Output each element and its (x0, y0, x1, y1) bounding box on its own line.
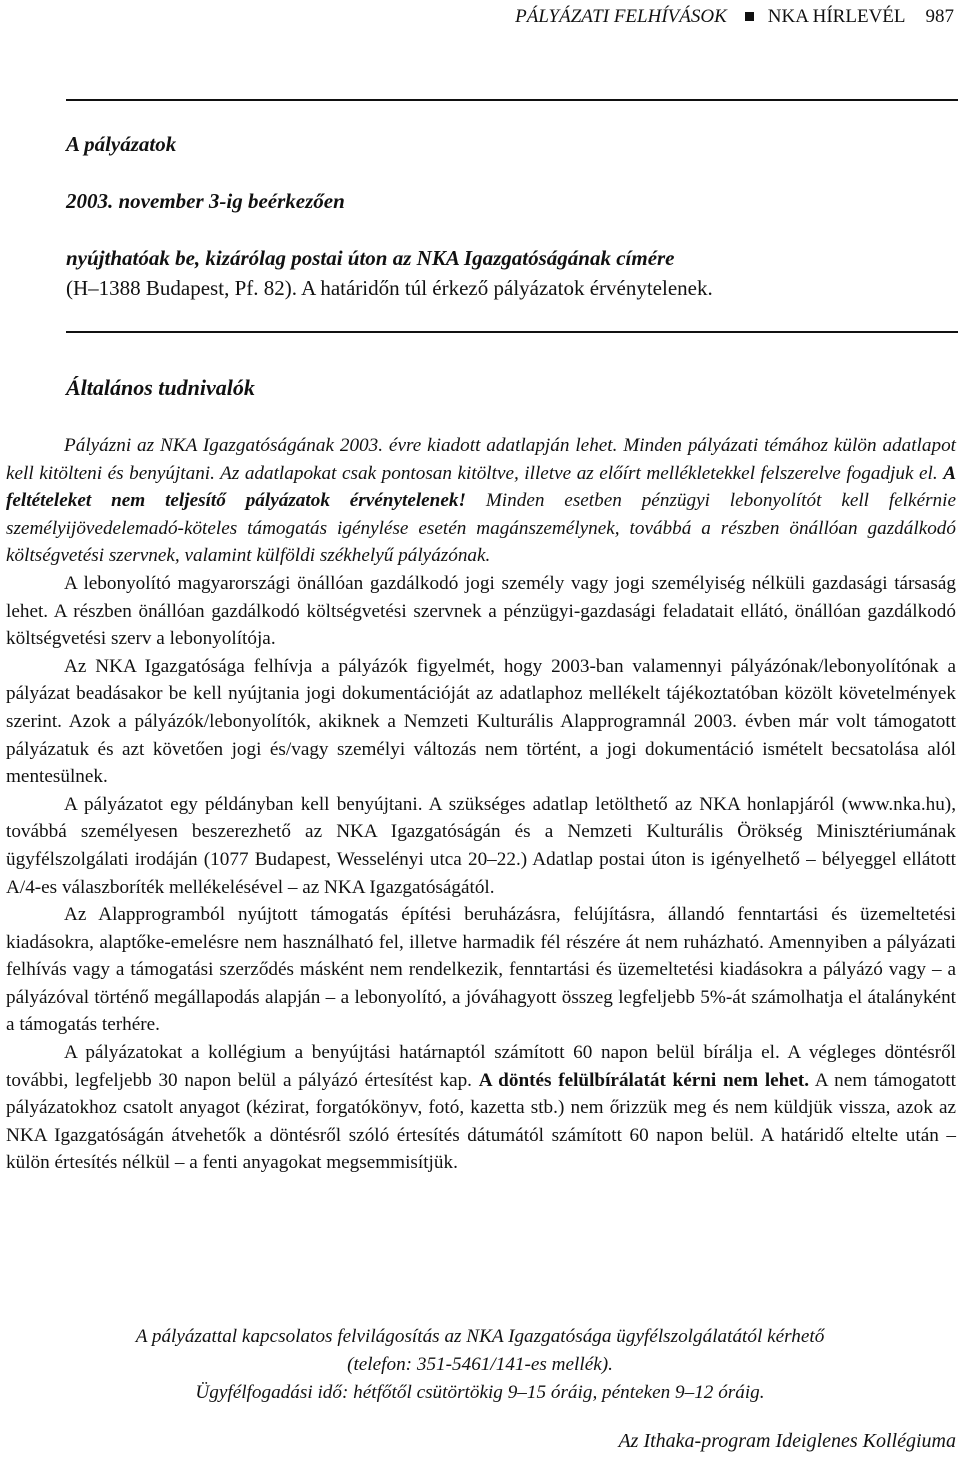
paragraph-6-bold: A döntés felülbírálatát kérni nem lehet. (478, 1069, 810, 1091)
signature: Az Ithaka-program Ideiglenes Kollégiuma (618, 1430, 956, 1452)
middle-divider (66, 331, 958, 333)
contact-info (0, 1323, 960, 1407)
paragraph-6-end: A nem támogatott pályázatokhoz csatolt anyagot (kézirat, forgatókönyv, fotó, kazetta stb.) nem őrizzük meg és nem küldjük vissza, azok az NKA Igazgatóságán átvehetők a döntésről szóló értesítés dátumától számított 60 napon belül. A határidő eltelte után – külön értesítés nélkül – a fenti anyagokat megsemmisítjük. (6, 1069, 956, 1174)
contact-line-2: (telefon: 351-5461/141-es mellék). (347, 1354, 613, 1375)
paragraph-6-start: A pályázatokat a kollégium a benyújtási határnaptól számított 60 napon belül bírálja el. A végleges döntésről további, legfeljebb 30 napon belül a pályázó értesítést kap. (6, 1042, 956, 1091)
page-number: 987 (925, 6, 954, 27)
postal-address-line: (H–1388 Budapest, Pf. 82). A határidőn túl érkező pályázatok érvénytelenek. (66, 276, 713, 300)
submission-instructions: nyújthatóak be, kizárólag postai úton az NKA Igazgatóságának címére (66, 246, 675, 270)
paragraph-3: Az NKA Igazgatósága felhívja a pályázók figyelmét, hogy 2003-ban valamennyi pályázónak/lebonyolítónak a pályázat beadásakor be kell nyújtania jogi dokumentációját az adatlaphoz mellékelt tájékoztatóban közölt követelmények szerint. Azok a pályázók/lebonyolítók, akiknek a Nemzeti Kulturális Alapprogramnál 2003. évben már volt támogatott pályázatuk és azt követően jogi és/vagy személyi változás nem történt, a jogi dokumentáció ismételt becsatolása alól mentesülnek. (6, 655, 956, 788)
paragraph-1-italic: Pályázni az NKA Igazgatóságának 2003. évre kiadott adatlapján lehet. Minden pályázati témához külön adatlapot kell kitölteni és benyújtani. Az adatlapokat csak pontosan kitöltve, illetve az előírt mellékletekkel felszerelve fogadjuk el. (6, 435, 956, 484)
header-section-title: PÁLYÁZATI FELHÍVÁSOK (515, 6, 727, 27)
paragraph-2: A lebonyolító magyarországi önállóan gazdálkodó jogi személy vagy jogi személyiség nélküli gazdasági társaság lehet. A részben önállóan gazdálkodó költségvetési szervnek a pénzügyi-gazdasági feladatait ellátó, önállóan gazdálkodó költségvetési szerv a lebonyolítója. (6, 572, 956, 650)
contact-line-1: A pályázattal kapcsolatos felvilágosítás az NKA Igazgatósága ügyfélszolgálatától kérhető (135, 1326, 825, 1347)
paragraph-4: A pályázatot egy példányban kell benyújtani. A szükséges adatlap letölthető az NKA honlapjáról (www.nka.hu), továbbá személyesen beszerezhető az NKA Igazgatóságán és a Nemzeti Kulturális Örökség Minisztériumának ügyfélszolgálati irodáján (1077 Budapest, Wesselényi utca 20–22.) Adatlap postai úton is igényelhető – bélyeggel ellátott A/4-es válaszboríték mellékelésével – az NKA Igazgatóságától. (6, 793, 956, 898)
paragraph-6 (6, 1039, 956, 1177)
deadline-box-title: A pályázatok (66, 132, 177, 156)
contact-line-3: Ügyfélfogadási idő: hétfőtől csütörtökig 9–15 óráig, pénteken 9–12 óráig. (195, 1382, 765, 1403)
deadline-date: 2003. november 3-ig beérkezően (66, 189, 345, 213)
paragraph-1-warning: A feltételeket nem teljesítő pályázatok érvénytelenek! (6, 462, 957, 512)
paragraph-1 (6, 432, 956, 570)
top-divider (66, 99, 958, 101)
running-header (515, 6, 954, 28)
paragraph-1-rest: Minden esetben pénzügyi lebonyolítót kell felkérnie személyijövedelemadó-köteles támogatás igénylése esetén magánszemélynek, továbbá a részben önállóan gazdálkodó költségvetési szervnek, valamint külföldi székhelyű pályázónak. (6, 490, 957, 567)
paragraph-5: Az Alapprogramból nyújtott támogatás építési beruházásra, felújításra, állandó fenntartási és üzemeltetési kiadásokra, alaptőke-emelésre nem használható fel, illetve harmadik fél részére át nem ruházható. Amennyiben a pályázati felhívás vagy a támogatási szerződés másként nem rendelkezik, fenntartási és üzemeltetési kiadásokra a pályázó vagy – a pályázóval történő megállapodás alapján – a lebonyolító, a jóváhagyott összeg legfeljebb 5%-át számolhatja el átalányként a támogatás terhére. (6, 904, 956, 1036)
section-heading: Általános tudnivalók (66, 375, 255, 400)
square-bullet-icon (745, 12, 754, 21)
general-info-body (6, 432, 956, 1177)
header-newsletter-name: NKA HÍRLEVÉL (767, 6, 906, 27)
